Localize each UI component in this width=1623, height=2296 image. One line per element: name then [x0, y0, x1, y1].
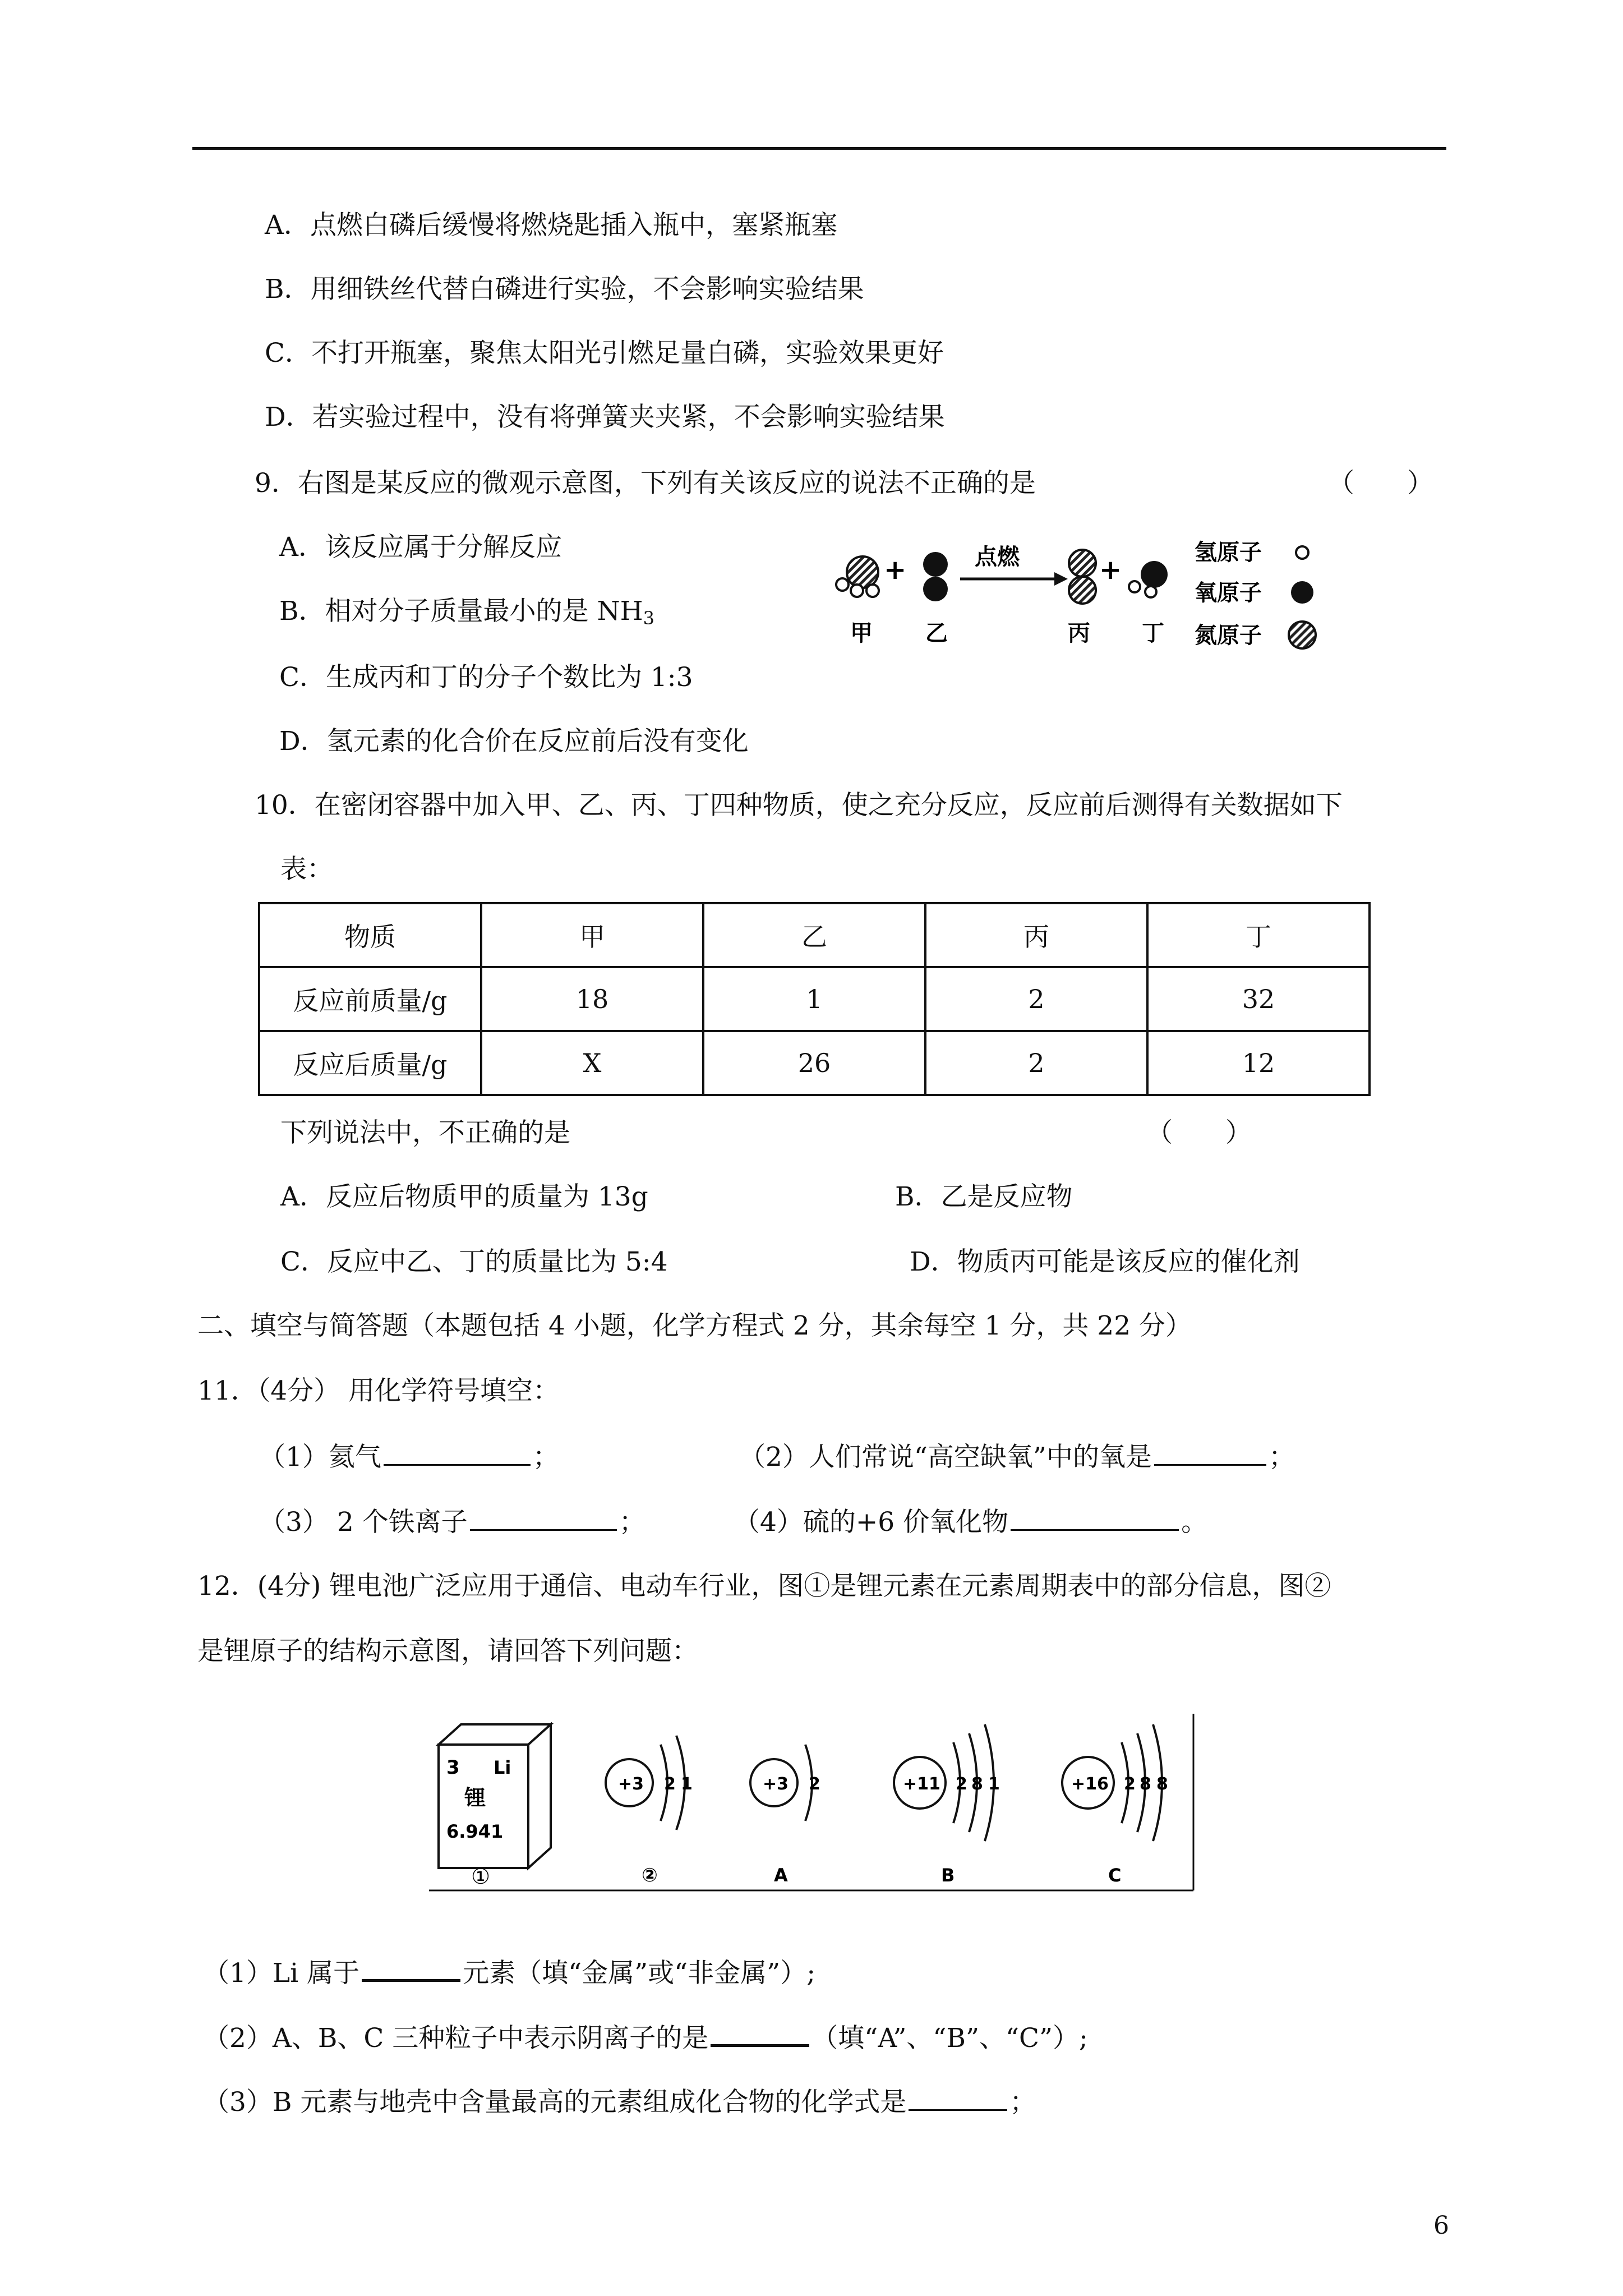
q8-option-b: B．用细铁丝代替白磷进行实验，不会影响实验结果 — [265, 274, 864, 305]
q12-stem-line2: 是锂原子的结构示意图，请回答下列问题： — [197, 1636, 698, 1667]
svg-text:+: + — [1099, 554, 1122, 586]
q8-option-c: C．不打开瓶塞，聚焦太阳光引燃足量白磷，实验效果更好 — [265, 338, 944, 369]
answer-blank[interactable] — [470, 1504, 617, 1531]
table-cell: 丙 — [925, 903, 1147, 967]
svg-text:1: 1 — [681, 1774, 693, 1794]
answer-blank[interactable] — [362, 1954, 460, 1982]
atom-diagram-a — [750, 1745, 820, 1886]
table-cell: 12 — [1147, 1031, 1370, 1095]
table-row — [259, 1031, 1370, 1095]
legend-oxygen: 氧原子 — [1195, 580, 1262, 606]
cell-symbol: Li — [494, 1757, 511, 1778]
table-cell: 反应后质量/g — [259, 1031, 481, 1095]
svg-text:1: 1 — [988, 1774, 1000, 1794]
table-cell: 1 — [703, 967, 925, 1031]
table-cell: 18 — [481, 967, 703, 1031]
molecule-ding — [1129, 561, 1168, 597]
q11-item2: （2）人们常说“高空缺氧”中的氧是 ； — [739, 1439, 1295, 1474]
q10-option-b: B．乙是反应物 — [895, 1181, 1073, 1212]
q8-option-a: A．点燃白磷后缓慢将燃烧匙插入瓶中，塞紧瓶塞 — [265, 210, 837, 241]
table-cell: 乙 — [703, 903, 925, 967]
atom-diagram-c — [1062, 1724, 1168, 1886]
q8-option-d: D．若实验过程中，没有将弹簧夹夹紧，不会影响实验结果 — [265, 402, 945, 432]
q12-sub1: （1）Li 属于 元素（填“金属”或“非金属”）; — [203, 1954, 815, 1990]
svg-text:+11: +11 — [903, 1774, 940, 1794]
q10-question: 下列说法中，不正确的是 — [280, 1117, 570, 1148]
q10-data-table — [258, 902, 1371, 1096]
cell-label: ① — [471, 1864, 491, 1889]
q12-stem-line1: 12．(4分) 锂电池广泛应用于通信、电动车行业，图①是锂元素在元素周期表中的部分信息，图② — [197, 1571, 1331, 1602]
svg-text:8: 8 — [1156, 1774, 1168, 1794]
atom-label: C — [1108, 1865, 1122, 1886]
svg-text:2: 2 — [956, 1774, 967, 1794]
legend-nitrogen: 氮原子 — [1195, 623, 1262, 648]
table-cell: 丁 — [1147, 903, 1370, 967]
cell-atomic-number: 3 — [446, 1756, 460, 1779]
table-cell: 甲 — [481, 903, 703, 967]
q11-item1: （1）氦气 ； — [259, 1439, 559, 1474]
svg-text:2: 2 — [1124, 1774, 1136, 1794]
q9-stem: 9．右图是某反应的微观示意图，下列有关该反应的说法不正确的是 — [255, 468, 1036, 499]
table-cell: 反应前质量/g — [259, 967, 481, 1031]
atom-label: B — [941, 1865, 955, 1886]
q10-stem-line1: 10．在密闭容器中加入甲、乙、丙、丁四种物质，使之充分反应，反应前后测得有关数据如下 — [255, 790, 1343, 821]
q9-option-d: D．氢元素的化合价在反应前后没有变化 — [279, 726, 749, 757]
q9-option-b: B．相对分子质量最小的是 $NH_3$ — [279, 596, 654, 629]
molecule-yi — [923, 552, 948, 601]
table-cell: X — [481, 1031, 703, 1095]
cell-name: 锂 — [464, 1786, 486, 1810]
answer-blank[interactable] — [384, 1439, 531, 1466]
label-jia: 甲 — [850, 620, 873, 646]
q10-answer-paren: （ ） — [1146, 1117, 1252, 1148]
svg-text:8: 8 — [1140, 1774, 1151, 1794]
legend-hydrogen: 氢原子 — [1195, 540, 1262, 565]
answer-blank[interactable] — [711, 2019, 809, 2047]
periodic-table-cell — [439, 1724, 551, 1868]
table-cell: 2 — [925, 967, 1147, 1031]
q10-option-c: C．反应中乙、丁的质量比为 5:4 — [280, 1246, 668, 1277]
answer-blank[interactable] — [1011, 1504, 1179, 1531]
table-cell: 32 — [1147, 967, 1370, 1031]
svg-text:+3: +3 — [618, 1774, 644, 1794]
lithium-figure — [426, 1711, 1200, 1896]
q10-option-a: A．反应后物质甲的质量为 13g — [280, 1181, 648, 1212]
svg-text:+3: +3 — [763, 1774, 789, 1794]
svg-text:2: 2 — [664, 1774, 676, 1794]
table-cell: 26 — [703, 1031, 925, 1095]
label-yi: 乙 — [925, 620, 948, 646]
section2-title: 二、填空与简答题（本题包括 4 小题，化学方程式 2 分，其余每空 1 分，共 22 分） — [197, 1310, 1192, 1341]
table-cell: 物质 — [259, 903, 481, 967]
reaction-diagram — [830, 533, 1357, 662]
page-number: 6 — [1433, 2211, 1449, 2240]
q10-stem-line2: 表： — [280, 854, 333, 885]
q12-sub2: （2）A、B、C 三种粒子中表示阴离子的是 （填“A”、“B”、“C”）; — [203, 2019, 1088, 2055]
plus-sign: + — [884, 554, 907, 586]
atom-diagram-b — [894, 1724, 1000, 1886]
table-cell: 2 — [925, 1031, 1147, 1095]
svg-text:8: 8 — [971, 1774, 983, 1794]
atom-diagram-2 — [606, 1736, 693, 1887]
label-bing: 丙 — [1068, 620, 1090, 646]
header-rule — [192, 147, 1446, 150]
q9-option-c: C．生成丙和丁的分子个数比为 1:3 — [279, 662, 693, 693]
q11-item4: （4）硫的+6 价氧化物 。 — [734, 1504, 1207, 1539]
arrow-label: 点燃 — [975, 544, 1020, 570]
atom-label: A — [774, 1865, 788, 1886]
q9-option-a: A．该反应属于分解反应 — [279, 532, 562, 563]
label-ding: 丁 — [1142, 620, 1164, 646]
molecule-jia — [836, 556, 879, 597]
svg-text:2: 2 — [809, 1774, 820, 1794]
q11-item3: （3） 2 个铁离子 ； — [259, 1504, 645, 1539]
q12-sub3: （3）B 元素与地壳中含量最高的元素组成化合物的化学式是 ； — [203, 2085, 1036, 2119]
atom-label: ② — [642, 1864, 658, 1887]
answer-blank[interactable] — [1154, 1439, 1266, 1466]
q10-option-d: D．物质丙可能是该反应的催化剂 — [910, 1246, 1300, 1277]
answer-blank[interactable] — [909, 2085, 1007, 2111]
table-row — [259, 967, 1370, 1031]
svg-text:+16: +16 — [1071, 1774, 1109, 1794]
table-header-row — [259, 903, 1370, 967]
molecule-bing — [1069, 550, 1096, 604]
q9-answer-paren: （ ） — [1328, 468, 1433, 499]
q11-stem: 11．（4分） 用化学符号填空： — [197, 1375, 560, 1406]
cell-mass: 6.941 — [446, 1821, 504, 1842]
